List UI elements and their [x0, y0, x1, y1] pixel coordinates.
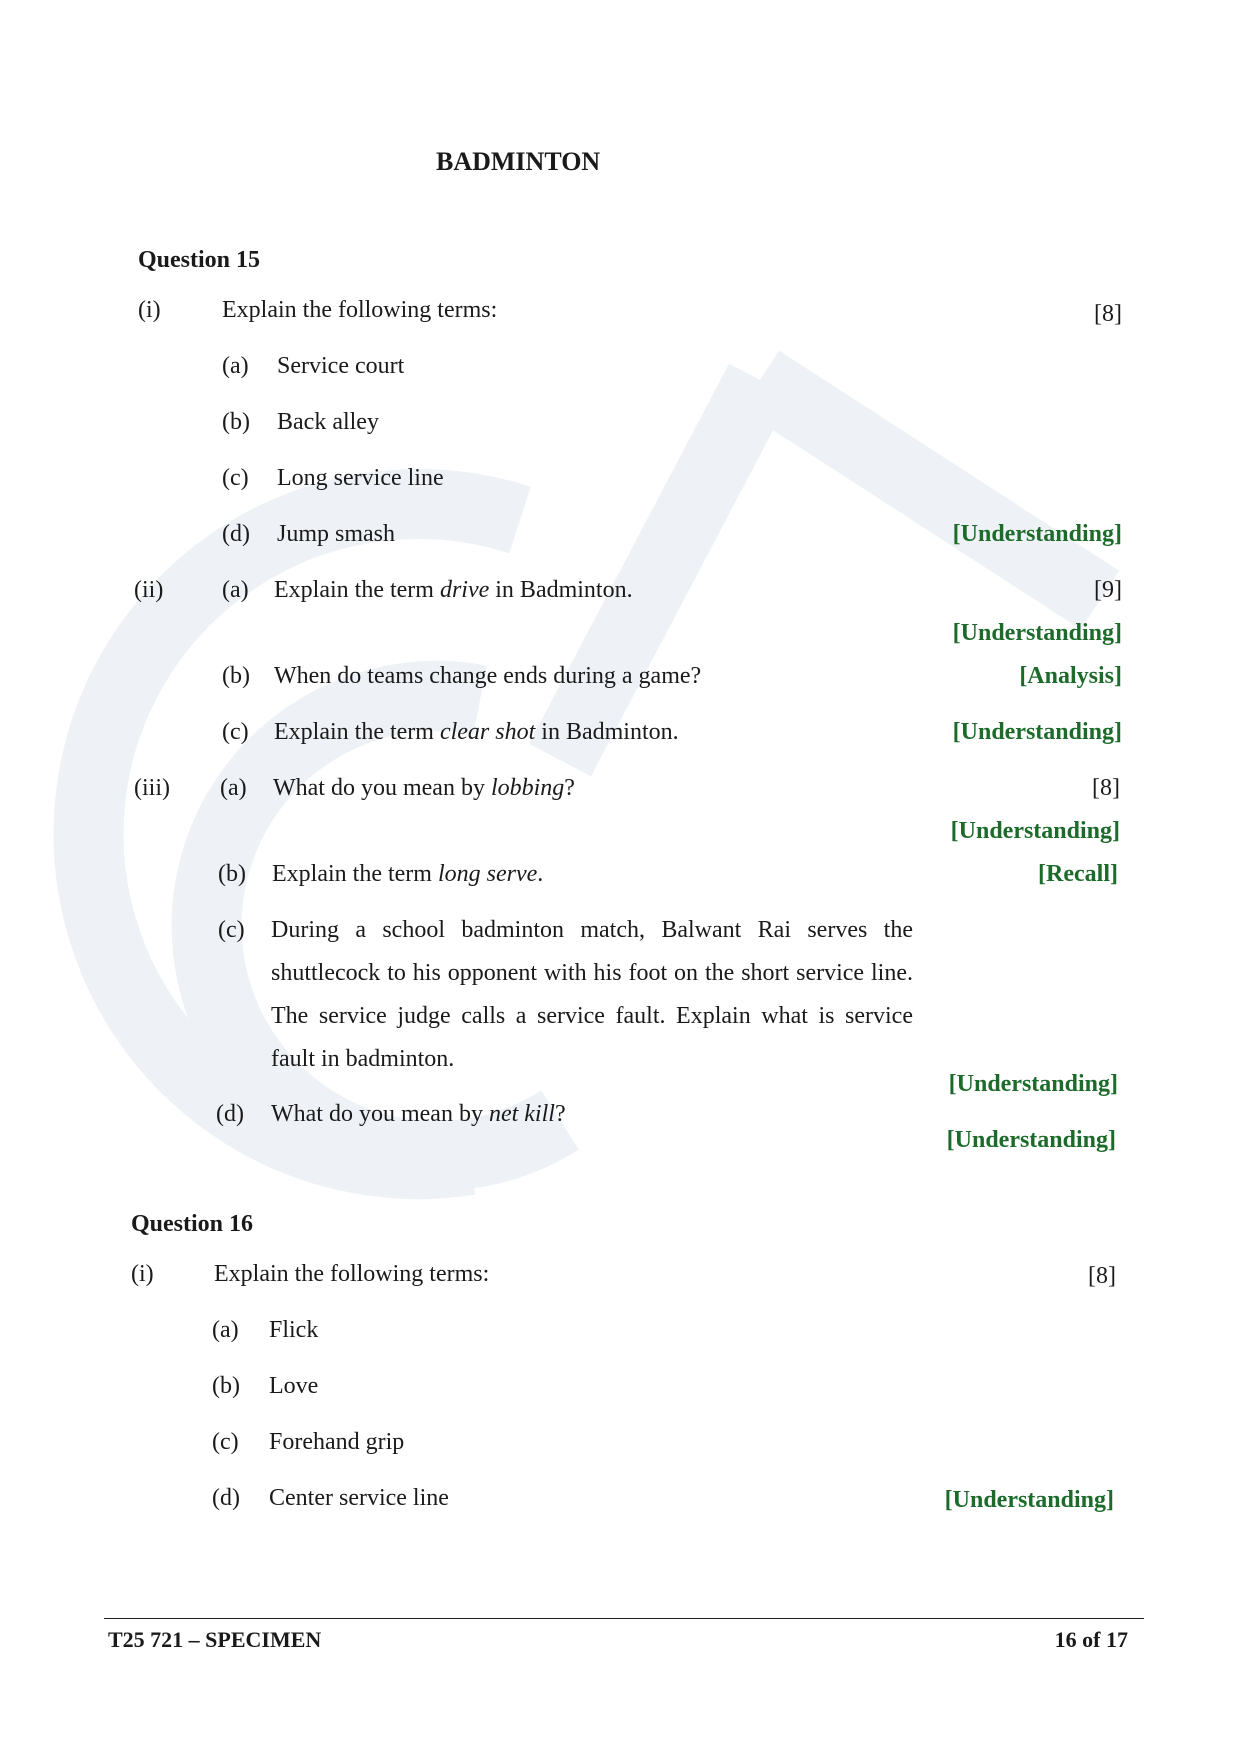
- q15-i-b-label: (b): [222, 409, 250, 435]
- q15-iii-a-text: What do you mean by lobbing?: [273, 775, 575, 801]
- q15-iii-c-label: (c): [218, 917, 245, 943]
- q15-iii-a-tag: [Understanding]: [950, 818, 1120, 844]
- q15-ii-c-text: Explain the term clear shot in Badminton.: [274, 719, 679, 745]
- q15-iii-d-tag: [Understanding]: [946, 1127, 1116, 1153]
- q16-i-text: Explain the following terms:: [214, 1261, 490, 1287]
- q15-i-marks: [8]: [1094, 301, 1122, 327]
- q15-iii-b-tag: [Recall]: [1038, 861, 1118, 887]
- question-15-title: Question 15: [138, 247, 261, 273]
- q15-ii-b-tag: [Analysis]: [1019, 663, 1122, 689]
- q16-i-number: (i): [131, 1261, 154, 1287]
- q15-iii-b-text: Explain the term long serve.: [272, 861, 544, 887]
- q16-i-c-label: (c): [212, 1429, 239, 1455]
- q15-iii-c-tag: [Understanding]: [948, 1071, 1118, 1097]
- footer-divider: [104, 1618, 1144, 1619]
- q16-i-d-label: (d): [212, 1485, 240, 1511]
- q15-i-d-label: (d): [222, 521, 250, 547]
- q15-iii-d-text: What do you mean by net kill?: [271, 1101, 566, 1127]
- question-16-title: Question 16: [131, 1211, 254, 1237]
- q15-i-b-text: Back alley: [277, 409, 379, 435]
- q15-ii-marks: [9]: [1094, 577, 1122, 603]
- q15-i-c-text: Long service line: [277, 465, 444, 491]
- q15-iii-b-label: (b): [218, 861, 246, 887]
- q16-i-b-text: Love: [269, 1373, 319, 1399]
- q15-iii-a-label: (a): [220, 775, 247, 801]
- q15-iii-d-label: (d): [216, 1101, 244, 1127]
- q16-i-c-text: Forehand grip: [269, 1429, 405, 1455]
- q15-i-a-text: Service court: [277, 353, 405, 379]
- q16-i-a-text: Flick: [269, 1317, 319, 1343]
- section-heading: BADMINTON: [436, 147, 601, 176]
- footer-page-number: 16 of 17: [1054, 1627, 1128, 1652]
- q16-i-marks: [8]: [1088, 1263, 1116, 1289]
- q16-i-d-text: Center service line: [269, 1485, 449, 1511]
- q15-iii-marks: [8]: [1092, 775, 1120, 801]
- q15-i-c-label: (c): [222, 465, 249, 491]
- footer-paper-code: T25 721 – SPECIMEN: [108, 1627, 322, 1652]
- q15-ii-a-tag: [Understanding]: [952, 620, 1122, 646]
- q15-ii-number: (ii): [134, 577, 164, 603]
- q15-i-number: (i): [138, 297, 161, 323]
- q15-ii-c-tag: [Understanding]: [952, 719, 1122, 745]
- q15-i-d-text: Jump smash: [277, 521, 396, 547]
- q16-i-d-tag: [Understanding]: [944, 1487, 1114, 1513]
- q16-i-a-label: (a): [212, 1317, 239, 1343]
- q15-i-a-label: (a): [222, 353, 249, 379]
- q15-ii-a-label: (a): [222, 577, 249, 603]
- q15-ii-b-label: (b): [222, 663, 250, 689]
- q15-ii-a-text: Explain the term drive in Badminton.: [274, 577, 633, 603]
- q15-i-d-tag: [Understanding]: [952, 521, 1122, 547]
- q15-ii-c-label: (c): [222, 719, 249, 745]
- q16-i-b-label: (b): [212, 1373, 240, 1399]
- q15-i-text: Explain the following terms:: [222, 297, 498, 323]
- q15-iii-c-text: During a school badminton match, Balwant Rai serves the shuttlecock to his opponent with his foot on the short service line. The service judge calls a service fault. Explain what is service fault in badminton.: [271, 917, 913, 1072]
- q15-iii-number: (iii): [134, 775, 170, 801]
- q15-ii-b-text: When do teams change ends during a game?: [274, 663, 702, 689]
